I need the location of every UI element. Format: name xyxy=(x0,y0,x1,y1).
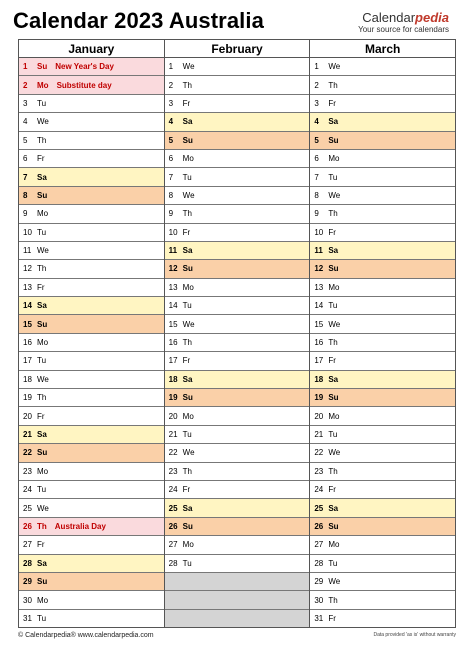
weekday-label: Tu xyxy=(37,613,47,623)
day-row xyxy=(19,389,164,407)
day-number: 12 xyxy=(314,264,324,274)
day-row xyxy=(310,407,455,425)
weekday-label: Tu xyxy=(182,301,192,311)
day-row xyxy=(19,168,164,186)
day-row xyxy=(19,95,164,113)
day-row xyxy=(310,95,455,113)
day-number: 19 xyxy=(314,393,324,403)
weekday-label: Tu xyxy=(37,485,47,495)
day-row xyxy=(310,371,455,389)
month-column xyxy=(164,40,310,627)
day-row xyxy=(310,536,455,554)
day-number: 2 xyxy=(314,80,319,90)
day-number: 5 xyxy=(314,135,319,145)
day-row xyxy=(165,150,310,168)
day-row xyxy=(165,187,310,205)
weekday-label: Su xyxy=(328,393,339,403)
day-number: 16 xyxy=(23,338,32,348)
weekday-label: Fr xyxy=(37,411,45,421)
brand-name-part-a: Calendar xyxy=(362,10,416,25)
day-row xyxy=(19,150,164,168)
day-number: 10 xyxy=(23,227,32,237)
day-number: 1 xyxy=(314,62,319,72)
weekday-label: Th xyxy=(182,80,193,90)
weekday-label: Su xyxy=(37,319,48,329)
weekday-label: Su xyxy=(37,190,48,200)
day-row xyxy=(310,242,455,260)
day-number: 21 xyxy=(314,430,324,439)
weekday-label: Sa xyxy=(328,246,339,256)
day-row xyxy=(310,573,455,591)
day-row xyxy=(165,371,310,389)
day-row xyxy=(310,444,455,462)
day-row xyxy=(19,58,164,76)
day-number: 12 xyxy=(168,264,178,274)
day-row xyxy=(310,389,455,407)
day-row xyxy=(165,444,310,462)
day-row xyxy=(19,426,164,444)
day-row xyxy=(310,591,455,609)
weekday-label: We xyxy=(37,117,49,127)
weekday-label: Mo xyxy=(37,466,49,476)
day-number: 25 xyxy=(23,503,32,513)
month-column xyxy=(309,40,455,627)
day-number: 10 xyxy=(314,227,324,237)
day-number: 6 xyxy=(168,154,174,164)
day-row xyxy=(19,297,164,315)
weekday-label: Sa xyxy=(328,117,339,127)
day-row xyxy=(310,76,455,94)
day-number: 9 xyxy=(168,209,174,219)
day-row xyxy=(19,573,164,591)
weekday-label: Th xyxy=(37,135,47,145)
day-number: 30 xyxy=(23,595,32,605)
day-number: 19 xyxy=(23,393,32,403)
day-number: 15 xyxy=(23,319,32,329)
day-number: 28 xyxy=(23,558,32,568)
weekday-label: Su xyxy=(328,521,339,531)
day-row xyxy=(19,499,164,517)
day-number: 10 xyxy=(168,227,178,237)
day-row xyxy=(310,205,455,223)
day-number: 15 xyxy=(314,319,324,329)
day-number: 13 xyxy=(23,282,32,292)
day-row xyxy=(19,279,164,297)
day-row xyxy=(165,555,310,573)
day-row xyxy=(165,407,310,425)
weekday-label: Tu xyxy=(182,558,192,568)
weekday-label: Mo xyxy=(37,80,49,90)
day-row xyxy=(19,187,164,205)
holiday-label: Substitute day xyxy=(56,80,112,90)
weekday-label: Sa xyxy=(182,374,193,384)
month-header: January xyxy=(19,40,164,58)
day-row xyxy=(19,76,164,94)
weekday-label: Fr xyxy=(328,356,336,366)
day-number: 17 xyxy=(168,356,178,366)
day-row xyxy=(310,297,455,315)
day-number: 11 xyxy=(23,246,32,256)
day-row xyxy=(165,334,310,352)
day-row xyxy=(165,352,310,370)
day-number: 29 xyxy=(314,577,324,587)
copyright-footer: © Calendarpedia® www.calendarpedia.com xyxy=(18,632,154,639)
day-number: 20 xyxy=(23,411,32,421)
day-number: 13 xyxy=(168,282,178,292)
day-row xyxy=(165,481,310,499)
day-row xyxy=(165,463,310,481)
day-list xyxy=(310,58,455,627)
day-number: 4 xyxy=(23,117,28,127)
weekday-label: We xyxy=(328,577,341,587)
day-row xyxy=(310,463,455,481)
day-row xyxy=(19,481,164,499)
weekday-label: Fr xyxy=(328,227,336,237)
day-number: 7 xyxy=(23,172,28,182)
weekday-label: Tu xyxy=(328,172,338,182)
day-number: 21 xyxy=(23,430,32,439)
day-row xyxy=(19,407,164,425)
brand-name-part-b: pedia xyxy=(415,10,449,25)
weekday-label: Mo xyxy=(328,154,340,164)
weekday-label: Fr xyxy=(37,154,45,164)
day-row xyxy=(19,132,164,150)
weekday-label: Mo xyxy=(182,540,194,550)
day-number: 14 xyxy=(168,301,178,311)
day-number: 14 xyxy=(23,301,32,311)
month-header: February xyxy=(165,40,310,58)
weekday-label: Th xyxy=(182,466,193,476)
day-number: 23 xyxy=(314,466,324,476)
day-number: 8 xyxy=(314,190,319,200)
weekday-label: Su xyxy=(37,62,48,72)
day-row xyxy=(165,132,310,150)
weekday-label: Tu xyxy=(37,356,47,366)
weekday-label: We xyxy=(182,190,195,200)
day-row xyxy=(19,242,164,260)
day-number: 26 xyxy=(23,521,32,531)
day-number: 17 xyxy=(23,356,32,366)
weekday-label: Sa xyxy=(37,301,47,311)
weekday-label: Fr xyxy=(37,282,45,292)
day-row xyxy=(19,518,164,536)
weekday-label: We xyxy=(328,62,341,72)
weekday-label: Su xyxy=(182,393,193,403)
day-row xyxy=(165,113,310,131)
day-row xyxy=(165,95,310,113)
weekday-label: Mo xyxy=(37,209,49,219)
day-row xyxy=(310,555,455,573)
weekday-label: Fr xyxy=(182,227,191,237)
day-row xyxy=(165,499,310,517)
empty-day-cell xyxy=(165,573,310,591)
day-number: 22 xyxy=(314,448,324,458)
day-row xyxy=(19,315,164,333)
day-number: 6 xyxy=(23,154,28,164)
day-number: 18 xyxy=(168,374,178,384)
weekday-label: Su xyxy=(328,135,339,145)
weekday-label: Th xyxy=(328,466,338,476)
weekday-label: Sa xyxy=(328,503,339,513)
day-number: 12 xyxy=(23,264,32,274)
day-row xyxy=(310,113,455,131)
day-row xyxy=(310,518,455,536)
day-row xyxy=(19,555,164,573)
day-number: 28 xyxy=(168,558,178,568)
day-number: 9 xyxy=(23,209,28,219)
day-row xyxy=(310,426,455,444)
day-list xyxy=(19,58,164,627)
day-number: 20 xyxy=(168,411,178,421)
day-row xyxy=(19,536,164,554)
weekday-label: We xyxy=(182,319,195,329)
day-number: 4 xyxy=(168,117,174,127)
weekday-label: We xyxy=(37,246,49,256)
day-row xyxy=(19,205,164,223)
brand-tagline: Your source for calendars xyxy=(358,25,449,34)
weekday-label: Su xyxy=(182,135,193,145)
weekday-label: Mo xyxy=(37,595,49,605)
day-row xyxy=(310,315,455,333)
page-title: Calendar 2023 Australia xyxy=(13,8,264,33)
day-row xyxy=(165,242,310,260)
disclaimer-footer: Data provided 'as is' without warranty xyxy=(373,632,456,638)
day-number: 14 xyxy=(314,301,324,311)
day-number: 26 xyxy=(314,521,324,531)
weekday-label: Th xyxy=(328,338,338,348)
day-row xyxy=(165,536,310,554)
empty-day-cell xyxy=(165,591,310,609)
day-row xyxy=(165,76,310,94)
weekday-label: We xyxy=(328,319,341,329)
day-number: 16 xyxy=(314,338,324,348)
day-row xyxy=(165,260,310,278)
day-row xyxy=(19,334,164,352)
weekday-label: Mo xyxy=(328,282,340,292)
day-row xyxy=(310,334,455,352)
day-row xyxy=(310,150,455,168)
day-number: 2 xyxy=(168,80,174,90)
day-number: 7 xyxy=(314,172,319,182)
weekday-label: Mo xyxy=(182,282,194,292)
day-number: 24 xyxy=(23,485,32,495)
day-number: 23 xyxy=(168,466,178,476)
brand-logo[interactable] xyxy=(358,10,449,34)
weekday-label: We xyxy=(37,503,49,513)
weekday-label: Tu xyxy=(182,430,192,439)
day-row xyxy=(165,389,310,407)
day-row xyxy=(310,260,455,278)
weekday-label: Mo xyxy=(37,338,49,348)
day-row xyxy=(19,260,164,278)
weekday-label: Tu xyxy=(328,558,338,568)
day-number: 22 xyxy=(168,448,178,458)
day-number: 1 xyxy=(23,62,28,72)
day-number: 13 xyxy=(314,282,324,292)
weekday-label: Su xyxy=(328,264,339,274)
empty-day-cell xyxy=(165,610,310,627)
weekday-label: Sa xyxy=(182,246,193,256)
day-number: 9 xyxy=(314,209,319,219)
weekday-label: Fr xyxy=(182,356,191,366)
day-row xyxy=(165,58,310,76)
weekday-label: Sa xyxy=(328,374,339,384)
day-row xyxy=(165,168,310,186)
weekday-label: Th xyxy=(328,595,338,605)
day-number: 26 xyxy=(168,521,178,531)
day-number: 6 xyxy=(314,154,319,164)
day-row xyxy=(165,315,310,333)
day-row xyxy=(19,352,164,370)
day-number: 22 xyxy=(23,448,32,458)
day-row xyxy=(165,224,310,242)
weekday-label: We xyxy=(37,374,49,384)
day-row xyxy=(165,426,310,444)
day-number: 28 xyxy=(314,558,324,568)
day-row xyxy=(19,463,164,481)
weekday-label: Mo xyxy=(182,154,194,164)
weekday-label: Th xyxy=(182,338,193,348)
weekday-label: Th xyxy=(37,264,47,274)
day-number: 3 xyxy=(23,98,28,108)
day-row xyxy=(19,224,164,242)
day-row xyxy=(310,168,455,186)
day-row xyxy=(310,610,455,627)
weekday-label: Sa xyxy=(37,430,47,439)
day-row xyxy=(310,279,455,297)
day-number: 24 xyxy=(168,485,178,495)
day-row xyxy=(165,279,310,297)
holiday-label: Australia Day xyxy=(54,521,106,531)
weekday-label: Th xyxy=(37,521,47,531)
weekday-label: Tu xyxy=(328,301,338,311)
day-row xyxy=(19,610,164,627)
weekday-label: Fr xyxy=(328,613,336,623)
day-row xyxy=(310,499,455,517)
day-row xyxy=(310,187,455,205)
day-number: 31 xyxy=(23,613,32,623)
day-row xyxy=(310,352,455,370)
day-number: 27 xyxy=(168,540,178,550)
day-row xyxy=(19,444,164,462)
day-number: 8 xyxy=(168,190,174,200)
weekday-label: Mo xyxy=(182,411,194,421)
day-row xyxy=(310,58,455,76)
day-number: 3 xyxy=(314,98,319,108)
month-column xyxy=(19,40,164,627)
weekday-label: Sa xyxy=(182,117,193,127)
day-number: 30 xyxy=(314,595,324,605)
weekday-label: Su xyxy=(182,521,193,531)
day-number: 25 xyxy=(168,503,178,513)
day-number: 16 xyxy=(168,338,178,348)
weekday-label: We xyxy=(328,448,341,458)
weekday-label: Mo xyxy=(328,411,340,421)
weekday-label: Th xyxy=(182,209,193,219)
day-number: 5 xyxy=(168,135,174,145)
day-number: 24 xyxy=(314,485,324,495)
weekday-label: Su xyxy=(37,448,48,458)
weekday-label: Fr xyxy=(328,98,336,108)
day-row xyxy=(310,481,455,499)
day-number: 1 xyxy=(168,62,174,72)
weekday-label: Fr xyxy=(182,98,191,108)
day-number: 19 xyxy=(168,393,178,403)
day-number: 7 xyxy=(168,172,174,182)
day-number: 25 xyxy=(314,503,324,513)
weekday-label: We xyxy=(182,448,195,458)
weekday-label: Sa xyxy=(37,172,47,182)
weekday-label: Tu xyxy=(37,227,47,237)
weekday-label: Mo xyxy=(328,540,340,550)
day-number: 18 xyxy=(314,374,324,384)
weekday-label: Sa xyxy=(182,503,193,513)
weekday-label: Tu xyxy=(37,98,47,108)
day-number: 3 xyxy=(168,98,174,108)
day-row xyxy=(19,591,164,609)
weekday-label: We xyxy=(182,62,195,72)
day-number: 8 xyxy=(23,190,28,200)
day-list xyxy=(165,58,310,627)
weekday-label: Su xyxy=(37,577,48,587)
weekday-label: Fr xyxy=(328,485,336,495)
brand-name xyxy=(358,10,449,25)
day-number: 20 xyxy=(314,411,324,421)
weekday-label: Su xyxy=(182,264,193,274)
day-number: 29 xyxy=(23,577,32,587)
day-row xyxy=(19,113,164,131)
day-row xyxy=(310,132,455,150)
day-number: 21 xyxy=(168,430,178,439)
day-row xyxy=(19,371,164,389)
day-number: 4 xyxy=(314,117,319,127)
day-number: 17 xyxy=(314,356,324,366)
weekday-label: Fr xyxy=(37,540,45,550)
day-number: 18 xyxy=(23,374,32,384)
weekday-label: Th xyxy=(328,80,338,90)
weekday-label: Sa xyxy=(37,558,47,568)
month-header: March xyxy=(310,40,455,58)
weekday-label: We xyxy=(328,190,341,200)
weekday-label: Th xyxy=(328,209,338,219)
day-number: 27 xyxy=(23,540,32,550)
day-row xyxy=(165,518,310,536)
calendar-grid xyxy=(18,39,456,628)
day-number: 11 xyxy=(314,246,323,256)
weekday-label: Th xyxy=(37,393,47,403)
weekday-label: Fr xyxy=(182,485,191,495)
day-number: 11 xyxy=(168,246,178,256)
day-number: 23 xyxy=(23,466,32,476)
weekday-label: Tu xyxy=(328,430,338,439)
day-row xyxy=(310,224,455,242)
weekday-label: Tu xyxy=(182,172,192,182)
day-number: 31 xyxy=(314,613,324,623)
day-row xyxy=(165,205,310,223)
day-number: 27 xyxy=(314,540,324,550)
day-number: 15 xyxy=(168,319,178,329)
day-number: 5 xyxy=(23,135,28,145)
day-row xyxy=(165,297,310,315)
day-number: 2 xyxy=(23,80,28,90)
holiday-label: New Year's Day xyxy=(55,62,114,72)
